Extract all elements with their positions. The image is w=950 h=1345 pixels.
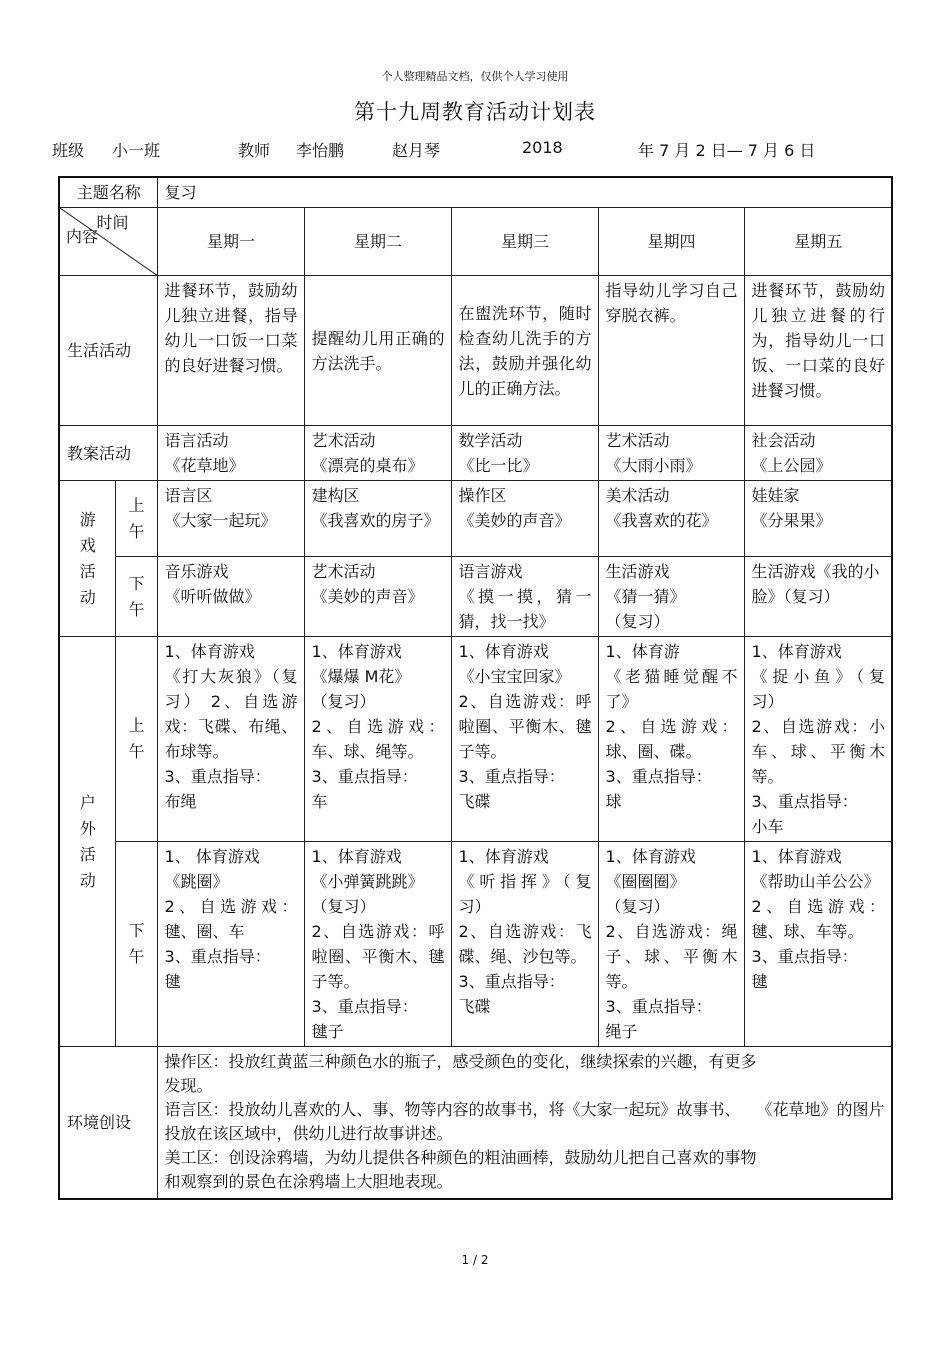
life-row — [59, 276, 892, 426]
theme-row — [59, 177, 892, 208]
env-row — [59, 1047, 892, 1199]
env-line: 美工区：创设涂鸦墙，为幼儿提供各种颜色的粗油画棒，鼓励幼儿把自己喜欢的事物 — [164, 1148, 757, 1167]
class-value: 小一班 — [112, 141, 161, 160]
outdoor-pm-row — [59, 842, 892, 1047]
plan-table — [58, 176, 893, 1200]
game-pm-cell: 生活游戏 《猜一猜》 （复习） — [598, 557, 744, 637]
game-pm-cell: 生活游戏《我的小脸》（复习） — [744, 557, 892, 637]
lesson-label: 教案活动 — [59, 426, 157, 481]
game-am-cell: 操作区 《美妙的声音》 — [451, 481, 598, 557]
life-cell: 指导幼儿学习自己穿脱衣裤。 — [598, 276, 744, 426]
life-cell: 进餐环节，鼓励幼儿独立进餐的行为，指导幼儿一口饭、一口菜的良好进餐习惯。 — [744, 276, 892, 426]
day-header: 星期五 — [744, 208, 892, 276]
outdoor-pm-cell: 1、体育游戏 《听指挥》（复习） 2、自选游戏：飞碟、绳、沙包等。 3、重点指导： 飞碟 — [451, 842, 598, 1047]
env-cell — [157, 1047, 892, 1199]
outdoor-pm-cell: 1、体育游戏 《帮助山羊公公》 2、自选游戏：毽、球、车等。 3、重点指导： 毽 — [744, 842, 892, 1047]
env-line: 发现。 — [164, 1076, 213, 1095]
env-line: 语言区：投放幼儿喜欢的人、事、物等内容的故事书，将《大家一起玩》故事书、 《花草地》的图片投放在该区域中，供幼儿进行故事讲述。 — [164, 1100, 885, 1143]
life-cell: 提醒幼儿用正确的方法洗手。 — [304, 276, 451, 426]
outdoor-label — [59, 637, 115, 1047]
outdoor-am-cell: 1、体育游戏 《打大灰狼》（复习） 2、自选游戏：飞碟、布绳、布球等。 3、重点指导： 布绳 — [157, 637, 304, 842]
game-label-text: 游戏活动 — [79, 509, 96, 607]
day-header: 星期二 — [304, 208, 451, 276]
env-line: 操作区：投放红黄蓝三种颜色水的瓶子，感受颜色的变化，继续探索的兴趣，有更多 — [164, 1052, 757, 1071]
teacher-1: 李怡鹏 — [296, 141, 345, 160]
outdoor-am-row — [59, 637, 892, 842]
day-header: 星期一 — [157, 208, 304, 276]
lesson-cell: 语言活动 《花草地》 — [157, 426, 304, 481]
lesson-cell: 社会活动 《上公园》 — [744, 426, 892, 481]
game-pm-row — [59, 557, 892, 637]
game-pm-cell: 语言游戏 《摸一摸，猜一猜，找一找》 — [451, 557, 598, 637]
outdoor-am-cell: 1、体育游戏 《爆爆 M花》 （复习） 2、自选游戏：车、球、绳等。 3、重点指导： 车 — [304, 637, 451, 842]
game-am-cell: 建构区 《我喜欢的房子》 — [304, 481, 451, 557]
page-title: 第十九周教育活动计划表 — [354, 100, 596, 124]
header-row — [59, 208, 892, 276]
game-label — [59, 481, 115, 637]
outdoor-am-label — [115, 637, 157, 842]
outdoor-am-cell: 1、体育游戏 《小宝宝回家》 2、自选游戏：呼啦圈、平衡木、毽子等。 3、重点指导： 飞碟 — [451, 637, 598, 842]
game-am-cell: 美术活动 《我喜欢的花》 — [598, 481, 744, 557]
lesson-row — [59, 426, 892, 481]
year: 2018 — [522, 138, 563, 157]
pm-label-text: 下午 — [128, 573, 145, 619]
outdoor-pm-cell: 1、 体育游戏 《跳圈》 2、自选游戏：毽、圈、车 3、重点指导： 毽 — [157, 842, 304, 1047]
game-am-row — [59, 481, 892, 557]
game-pm-label — [115, 557, 157, 637]
corner-time: 时间 — [96, 213, 129, 232]
header-note: 个人整理精品文档，仅供个人学习使用 — [381, 70, 569, 83]
teacher-2: 赵月琴 — [392, 141, 441, 160]
game-am-cell: 娃娃家 《分果果》 — [744, 481, 892, 557]
game-am-cell: 语言区 《大家一起玩》 — [157, 481, 304, 557]
game-am-label — [115, 481, 157, 557]
class-label: 班级 — [52, 141, 85, 160]
am-label-text: 上午 — [128, 495, 145, 541]
teacher-label: 教师 — [238, 141, 271, 160]
theme-label: 主题名称 — [59, 177, 157, 208]
info-line — [52, 138, 912, 162]
outdoor-pm-cell: 1、体育游戏 《小弹簧跳跳》 （复习） 2、自选游戏：呼啦圈、平衡木、毽子等。 3、重点指导： 毽子 — [304, 842, 451, 1047]
day-header: 星期三 — [451, 208, 598, 276]
env-label: 环境创设 — [59, 1047, 157, 1199]
date-range: 年 7 月 2 日— 7 月 6 日 — [638, 141, 816, 160]
corner-cell — [59, 208, 157, 276]
outdoor-label-text: 户外活动 — [79, 792, 96, 890]
outdoor-am-cell: 1、体育游 《老猫睡觉醒不了》 2、自选游戏：球、圈、碟。 3、重点指导： 球 — [598, 637, 744, 842]
pm-label-text: 下午 — [128, 921, 145, 966]
lesson-cell: 艺术活动 《漂亮的桌布》 — [304, 426, 451, 481]
outdoor-pm-label — [115, 842, 157, 1047]
lesson-cell: 艺术活动 《大雨小雨》 — [598, 426, 744, 481]
corner-content: 内容 — [66, 227, 99, 246]
life-cell: 在盥洗环节，随时检查幼儿洗手的方法，鼓励并强化幼儿的正确方法。 — [451, 276, 598, 426]
outdoor-am-cell: 1、体育游戏 《捉小鱼》（复习） 2、自选游戏：小车、球、平衡木等。 3、重点指导： 小车 — [744, 637, 892, 842]
theme-value: 复习 — [157, 177, 892, 208]
game-pm-cell: 艺术活动 《美妙的声音》 — [304, 557, 451, 637]
lesson-cell: 数学活动 《比一比》 — [451, 426, 598, 481]
page-number: 1 / 2 — [461, 1253, 489, 1267]
game-pm-cell: 音乐游戏 《听听做做》 — [157, 557, 304, 637]
life-cell: 进餐环节，鼓励幼儿独立进餐，指导幼儿一口饭一口菜的良好进餐习惯。 — [157, 276, 304, 426]
life-label: 生活活动 — [59, 276, 157, 426]
day-header: 星期四 — [598, 208, 744, 276]
outdoor-pm-cell: 1、体育游戏 《圈圈圈》 （复习） 2、自选游戏：绳子、球、平衡木等。 3、重点指导： 绳子 — [598, 842, 744, 1047]
am-label-text: 上午 — [128, 716, 145, 761]
env-line: 和观察到的景色在涂鸦墙上大胆地表现。 — [164, 1172, 453, 1191]
